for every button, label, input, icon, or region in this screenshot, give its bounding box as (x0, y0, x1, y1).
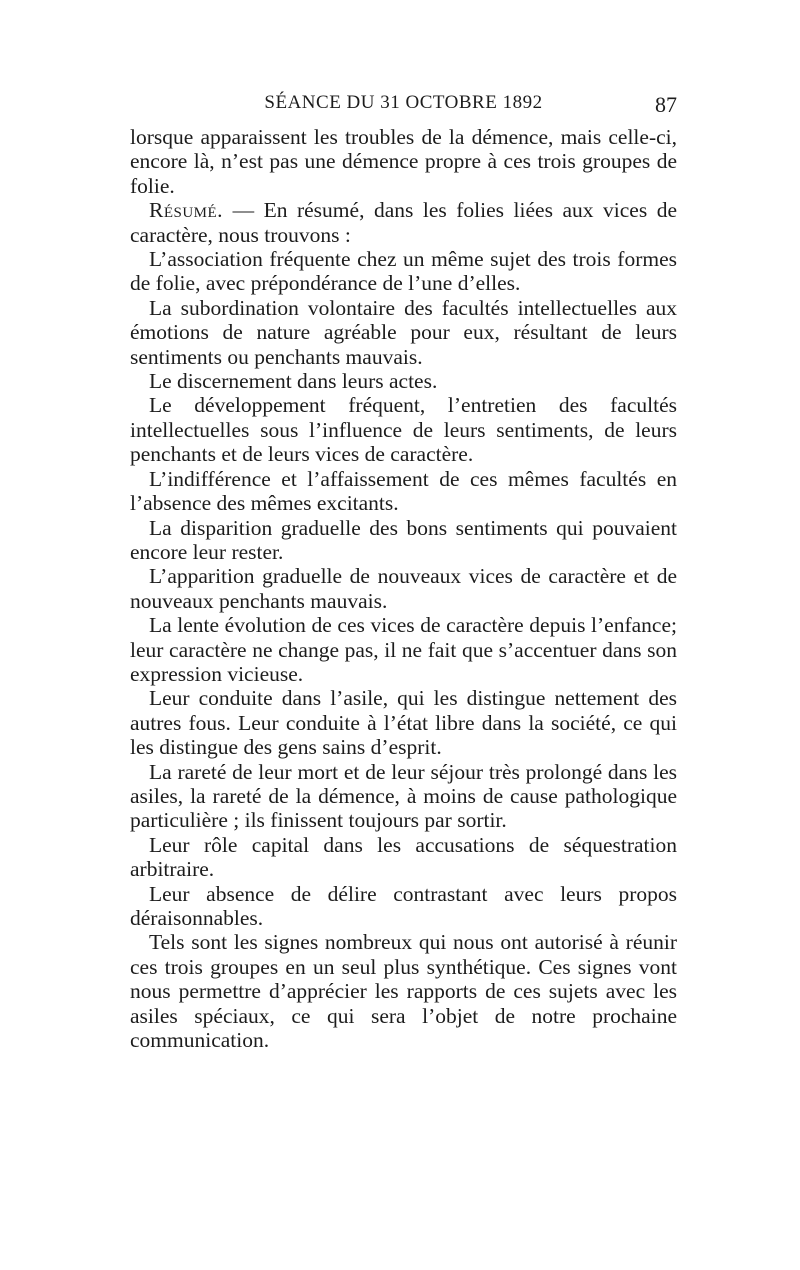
paragraph-text: Tels sont les signes nombreux qui nous ont autorisé à réunir ces trois groupes en un seul plus synthétique. Ces signes vont nous permettre d’apprécier les rapports de ces sujets avec les asiles spéciaux, ce qui sera l’objet de notre prochaine communication. (130, 930, 677, 1053)
paragraph (130, 516, 677, 565)
paragraph (130, 686, 677, 759)
paragraph (130, 833, 677, 882)
paragraph-text: lorsque apparaissent les troubles de la démence, mais celle-ci, encore là, n’est pas une démence propre à ces trois groupes de folie. (130, 125, 677, 198)
paragraph-text: L’indifférence et l’affaissement de ces mêmes facultés en l’absence des mêmes excitants. (130, 466, 677, 516)
running-head (130, 92, 677, 122)
paragraph-continuation (130, 125, 677, 198)
paragraph-text: La rareté de leur mort et de leur séjour très prolongé dans les asiles, la rareté de la démence, à moins de cause pathologique particulière ; ils finissent toujours par sortir. (130, 759, 677, 833)
paragraph-text: La disparition graduelle des bons sentiments qui pouvaient encore leur rester. (130, 515, 677, 564)
paragraph-text: L’apparition graduelle de nouveaux vices de caractère et de nouveaux penchants mauvais. (130, 564, 677, 613)
paragraph (130, 296, 677, 369)
paragraph (130, 393, 677, 466)
resume-heading: Résumé. (149, 198, 224, 223)
paragraph-text: Leur conduite dans l’asile, qui les distingue nettement des autres fous. Leur conduite à l’état libre dans la société, ce qui les distingue des gens sains d’esprit. (130, 686, 677, 760)
paragraph-text: La lente évolution de ces vices de caractère depuis l’enfance; leur caractère ne change pas, il ne fait que s’accentuer dans son expression vicieuse. (130, 613, 677, 686)
body-text (130, 125, 677, 1052)
paragraph (130, 564, 677, 613)
paragraph-text: — En résumé, dans les folies liées aux vices de caractère, nous trouvons : (130, 198, 677, 247)
paragraph (130, 760, 677, 833)
paragraph-text: Leur rôle capital dans les accusations de séquestration arbitraire. (130, 832, 677, 882)
page-number: 87 (655, 92, 677, 117)
paragraph-text: L’association fréquente chez un même sujet des trois formes de folie, avec prépondérance de l’une d’elles. (130, 247, 677, 296)
paragraph (130, 613, 677, 686)
paragraph-text: La subordination volontaire des facultés intellectuelles aux émotions de nature agréable pour eux, résultant de leurs sentiments ou penchants mauvais. (130, 295, 677, 369)
running-title: SÉANCE DU 31 OCTOBRE 1892 (264, 92, 543, 113)
paragraph-resume (130, 198, 677, 247)
paragraph-text: Le développement fréquent, l’entretien des facultés intellectuelles sous l’influence de leurs sentiments, de leurs penchants et de leurs vices de caractère. (130, 393, 677, 467)
paragraph-text: Leur absence de délire contrastant avec leurs propos déraisonnables. (130, 881, 677, 930)
paragraph (130, 882, 677, 931)
paragraph (130, 467, 677, 516)
paragraph (130, 369, 677, 393)
paragraph-text: Le discernement dans leurs actes. (149, 369, 438, 394)
paragraph (130, 247, 677, 296)
paragraph-conclusion (130, 930, 677, 1052)
